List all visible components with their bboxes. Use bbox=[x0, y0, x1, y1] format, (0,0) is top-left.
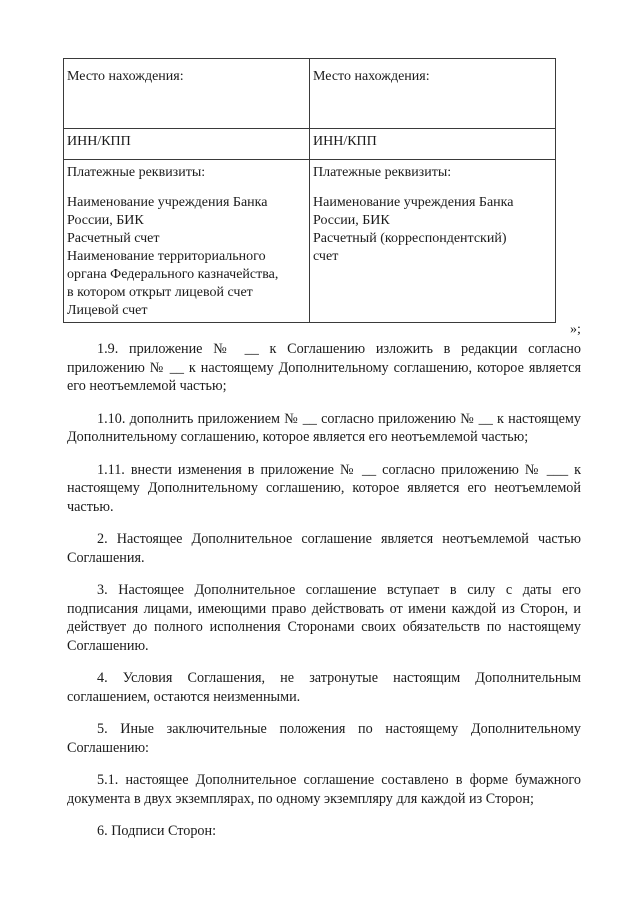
inn-label-left: ИНН/КПП bbox=[67, 134, 131, 149]
cell-location-left bbox=[64, 59, 310, 129]
location-label-right: Место нахождения: bbox=[313, 69, 430, 84]
cell-inn-left bbox=[64, 129, 310, 160]
cell-inn-right bbox=[310, 129, 556, 160]
paragraph-5-1: 5.1. настоящее Дополнительное соглашение составлено в форме бумажного документа в двух экземплярах, по одному экземпляру для каждой из Сторон; bbox=[67, 772, 581, 807]
inn-label-right: ИНН/КПП bbox=[313, 134, 377, 149]
payment-line-left: России, БИК bbox=[67, 213, 144, 228]
payment-line-left: в котором открыт лицевой счет bbox=[67, 285, 253, 300]
location-label-left: Место нахождения: bbox=[67, 69, 184, 84]
payment-line-left: Наименование территориального bbox=[67, 249, 266, 264]
payment-line-left: органа Федерального казначейства, bbox=[67, 267, 279, 282]
cell-payment-left bbox=[64, 160, 310, 323]
table-row-inn bbox=[64, 129, 556, 160]
payment-heading-right: Платежные реквизиты: bbox=[313, 165, 452, 180]
paragraph-4: 4. Условия Соглашения, не затронутые настоящим Дополнительным соглашением, остаются неизменными. bbox=[67, 670, 581, 705]
payment-line-left: Лицевой счет bbox=[67, 303, 148, 318]
spacer bbox=[313, 182, 552, 194]
paragraph-3: 3. Настоящее Дополнительное соглашение вступает в силу с даты его подписания лицами, имеющими право действовать от имени каждой из Сторон, и действует до полного исполнения Сторонами своих обязательств по настоящему Соглашению. bbox=[67, 582, 581, 654]
payment-line-right: Наименование учреждения Банка bbox=[313, 195, 514, 210]
requisites-table bbox=[63, 58, 556, 323]
paragraph-5: 5. Иные заключительные положения по настоящему Дополнительному Соглашению: bbox=[67, 721, 581, 756]
table-row-location bbox=[64, 59, 556, 129]
payment-line-left: Расчетный счет bbox=[67, 231, 160, 246]
payment-line-right: счет bbox=[313, 249, 339, 264]
table-row-payment bbox=[64, 160, 556, 323]
paragraph-1-9: 1.9. приложение № __ к Соглашению изложить в редакции согласно приложению № __ к настоящему Дополнительному соглашению, которое является его неотъемлемой частью; bbox=[67, 341, 581, 394]
payment-heading-left: Платежные реквизиты: bbox=[67, 165, 206, 180]
payment-line-right: Расчетный (корреспондентский) bbox=[313, 231, 507, 246]
paragraph-6: 6. Подписи Сторон: bbox=[97, 823, 217, 839]
closing-quote: »; bbox=[570, 322, 581, 337]
cell-location-right bbox=[310, 59, 556, 129]
paragraph-1-10: 1.10. дополнить приложением № __ согласно приложению № __ к настоящему Дополнительному соглашению, которое является его неотъемлемой частью; bbox=[67, 410, 581, 445]
cell-payment-right bbox=[310, 160, 556, 323]
spacer bbox=[67, 182, 306, 194]
document-body bbox=[67, 340, 581, 855]
payment-line-left: Наименование учреждения Банка bbox=[67, 195, 268, 210]
payment-line-right: России, БИК bbox=[313, 213, 390, 228]
paragraph-1-11: 1.11. внести изменения в приложение № __ согласно приложению № ___ к настоящему Дополнительному соглашению, которое является его неотъемлемой частью. bbox=[67, 461, 581, 515]
paragraph-2: 2. Настоящее Дополнительное соглашение является неотъемлемой частью Соглашения. bbox=[67, 531, 581, 566]
